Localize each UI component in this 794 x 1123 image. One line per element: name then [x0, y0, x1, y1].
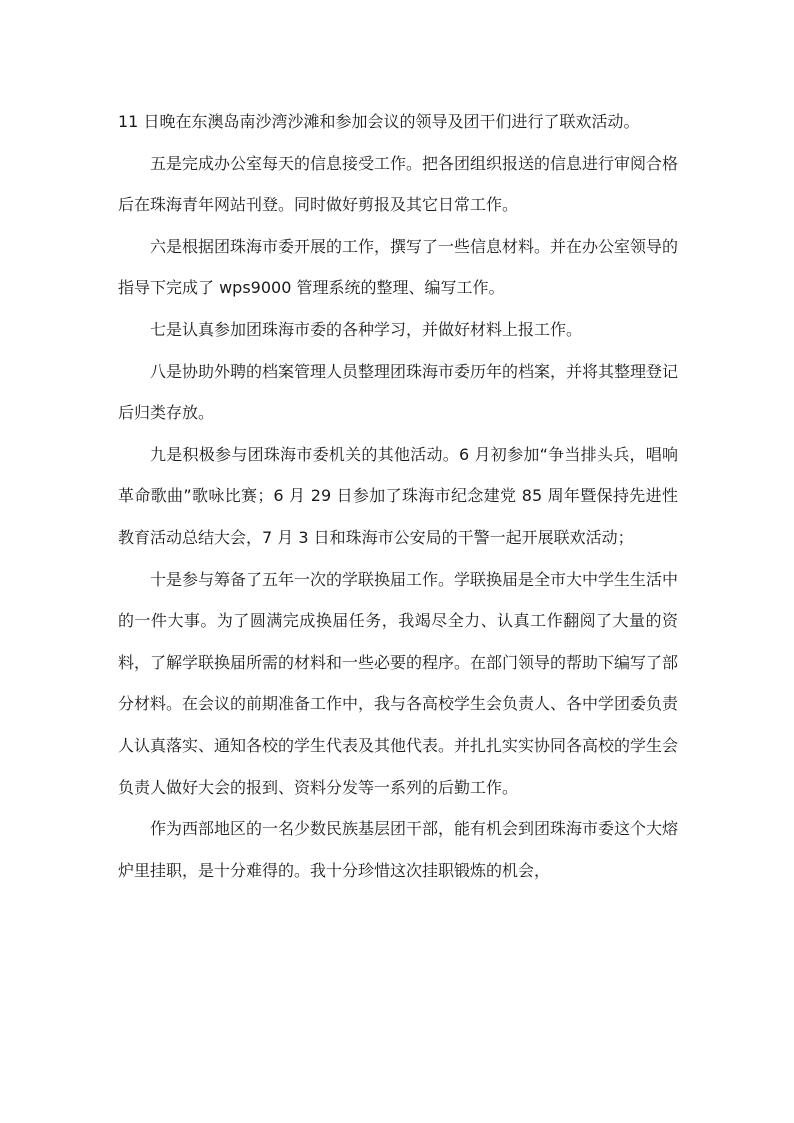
- paragraph-8: 作为西部地区的一名少数民族基层团干部，能有机会到团珠海市委这个大熔炉里挂职，是十分难得的。我十分珍惜这次挂职锻炼的机会，: [118, 819, 679, 880]
- paragraph-6: 九是积极参与团珠海市委机关的其他活动。6 月初参加“争当排头兵，唱响革命歌曲”歌咏比赛；6 月 29 日参加了珠海市纪念建党 85 周年暨保持先进性教育活动总结大会，7 月 3 日和珠海市公安局的干警一起开展联欢活动；: [118, 444, 678, 547]
- paragraph-7: 十是参与筹备了五年一次的学联换届工作。学联换届是全市大中学生生活中的一件大事。为了圆满完成换届任务，我竭尽全力、认真工作翻阅了大量的资料，了解学联换届所需的材料和一些必要的程序。在部门领导的帮助下编写了部分材料。在会议的前期准备工作中，我与各高校学生会负责人、各中学团委负责人认真落实、通知各校的学生代表及其他代表。并扎扎实实协同各高校的学生会负责人做好大会的报到、资料分发等一系列的后勤工作。: [118, 569, 679, 797]
- paragraph-4: 七是认真参加团珠海市委的各种学习，并做好材料上报工作。: [150, 319, 583, 339]
- paragraph-5: 八是协助外聘的档案管理人员整理团珠海市委历年的档案，并将其整理登记后归类存放。: [118, 361, 679, 423]
- paragraph-3: 六是根据团珠海市委开展的工作，撰写了一些信息材料。并在办公室领导的指导下完成了 wps9000 管理系统的整理、编写工作。: [118, 236, 679, 298]
- document-body: [118, 101, 678, 891]
- paragraph-2: 五是完成办公室每天的信息接受工作。把各团组织报送的信息进行审阅合格后在珠海青年网站刊登。同时做好剪报及其它日常工作。: [118, 153, 679, 215]
- paragraph-1: 11 日晚在东澳岛南沙湾沙滩和参加会议的领导及团干们进行了联欢活动。: [118, 112, 640, 131]
